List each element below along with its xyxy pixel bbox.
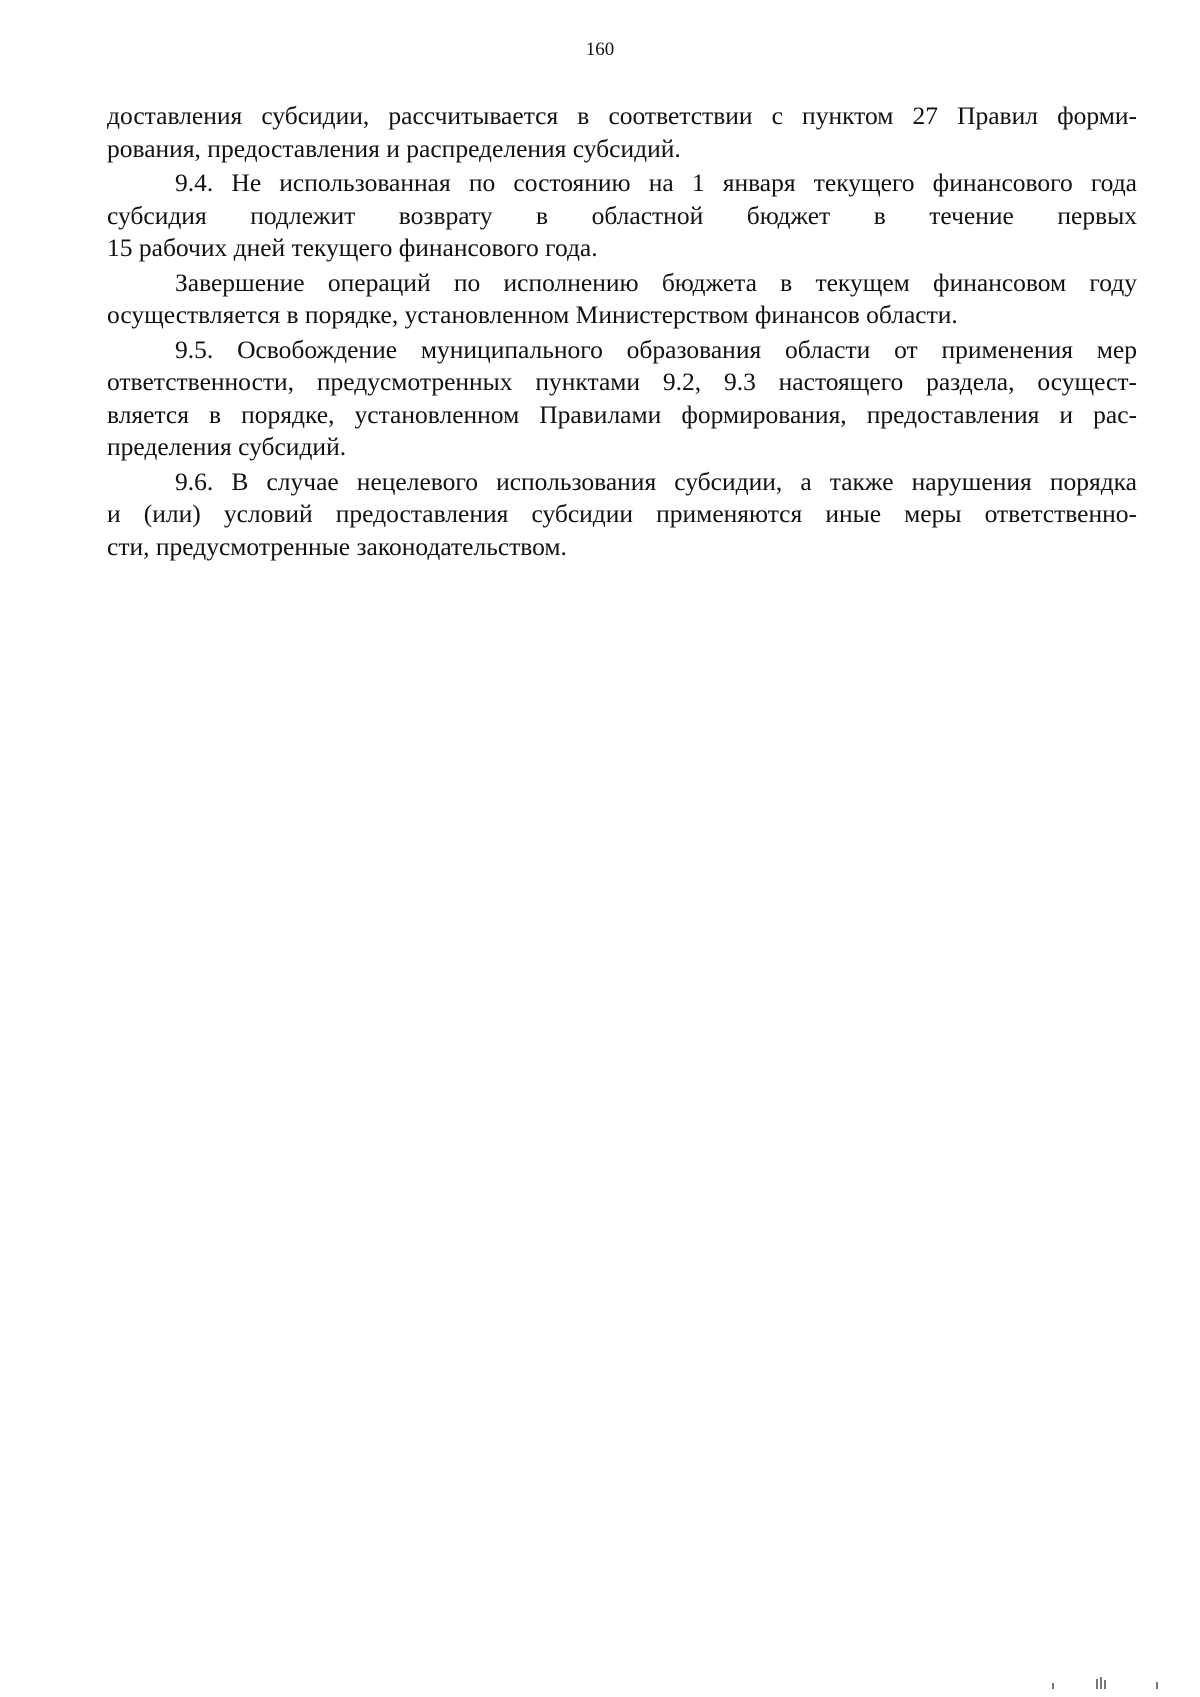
text-line: пределения субсидий. (107, 432, 347, 461)
paragraph-9-6 (107, 466, 1137, 564)
text-line: вляется в порядке, установленном Правилами формирования, предоставления и рас- (107, 399, 1137, 429)
paragraph-continuation (107, 100, 1137, 165)
text-line: доставления субсидии, рассчитывается в соответствии с пунктом 27 Правил форми- (107, 101, 1137, 130)
text-line: и (или) условий предоставления субсидии применяются иные меры ответственно- (107, 499, 1137, 528)
text-line: 15 рабочих дней текущего финансового года. (107, 233, 598, 262)
text-line: 9.6. В случае нецелевого использования субсидии, а также нарушения порядка (175, 466, 1137, 496)
paragraph-9-4 (107, 167, 1137, 265)
text-line: Завершение операций по исполнению бюджета в текущем финансовом году (175, 267, 1137, 297)
text-line: осуществляется в порядке, установленном Министерством финансов области. (107, 300, 958, 329)
document-body (107, 100, 1137, 563)
text-line: 9.4. Не использованная по состоянию на 1 января текущего финансового года (175, 168, 1137, 197)
text-line: рования, предоставления и распределения субсидий. (107, 133, 681, 163)
paragraph-9-5 (107, 334, 1137, 464)
scan-artifact-marks (1052, 1675, 1172, 1689)
text-line: субсидия подлежит возврату в областной бюджет в течение первых (107, 200, 1137, 230)
text-line: сти, предусмотренные законодательством. (107, 531, 567, 561)
paragraph-budget-completion (107, 267, 1137, 332)
text-line: ответственности, предусмотренных пунктами 9.2, 9.3 настоящего раздела, осущест- (107, 367, 1137, 396)
text-line: 9.5. Освобождение муниципального образования области от применения мер (175, 334, 1137, 364)
page-number: 160 (585, 39, 615, 60)
